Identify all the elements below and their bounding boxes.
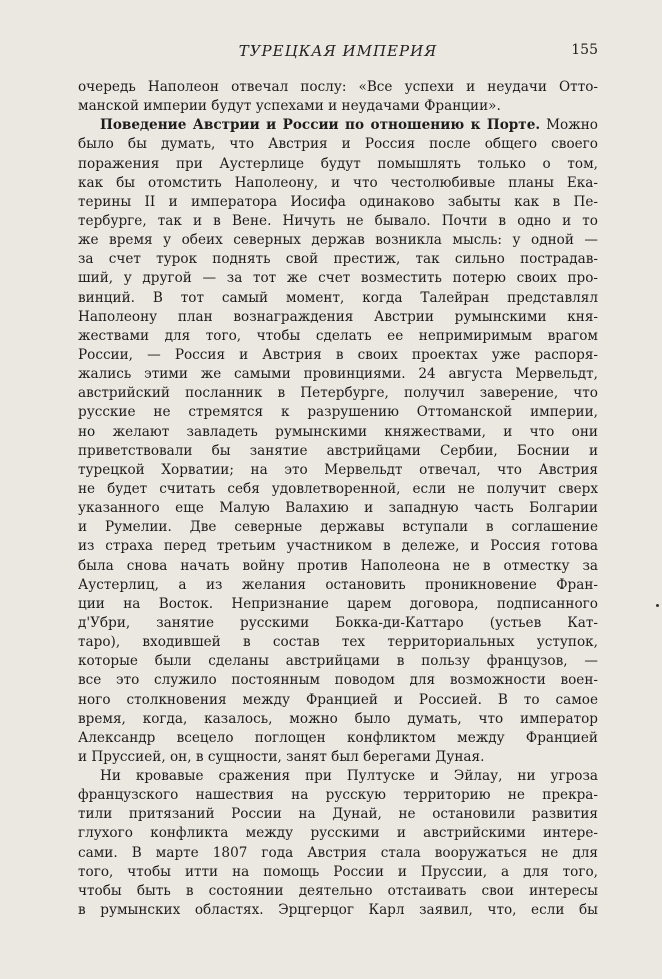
text-line: сами. В марте 1807 года Австрия стала вооружаться не для [78, 844, 598, 861]
text-line: французского нашествия на русскую территорию не прекра- [78, 787, 598, 804]
text-line: приветствовали бы занятие австрийцами Сербии, Боснии и [78, 442, 598, 459]
paragraph-start-line [78, 116, 598, 135]
text-line: глухого конфликта между русскими и австрийскими интере- [78, 825, 598, 842]
text-line: русские не стремятся к разрушению Оттоманской империи, [78, 404, 598, 421]
text-line: терины II и императора Иосифа одинаково забыты как в Пе- [78, 193, 598, 210]
text-line: за счет турок поднять свой престиж, так сильно пострадав- [78, 251, 598, 268]
text-line: в румынских областях. Эрцгерцог Карл заявил, что, если бы [78, 902, 598, 919]
text-line: но желают завладеть румынскими княжествами, и что они [78, 423, 598, 440]
running-title: ТУРЕЦКАЯ ИМПЕРИЯ [238, 42, 438, 60]
text-line: турецкой Хорватии; на это Мервельдт отвечал, что Австрия [78, 461, 598, 478]
text-line: было бы думать, что Австрия и Россия после общего своего [78, 136, 598, 153]
text-line: указанного еще Малую Валахию и западную часть Болгарии [78, 500, 598, 517]
text-line: ции на Восток. Непризнание царем договора, подписанного [78, 595, 598, 612]
text-line: винций. В тот самый момент, когда Талейран представлял [78, 289, 598, 306]
text-line: поражения при Аустерлице будут помышлять только о том, [78, 155, 598, 172]
text-line: жествами для того, чтобы сделать ее непримиримым врагом [78, 327, 598, 344]
body-text [78, 78, 598, 920]
text-line: чтобы быть в состоянии деятельно отстаивать свои интересы [78, 882, 598, 899]
text-line: д'Убри, занятие русскими Бокка-ди-Каттаро (устьев Кат- [78, 614, 598, 631]
text-line: из страха перед третьим участником в дележе, и Россия готова [78, 538, 598, 555]
text-line: Наполеону план вознаграждения Австрии румынскими кня- [78, 308, 598, 325]
text-line: как бы отомстить Наполеону, и что честолюбивые планы Ека- [78, 174, 598, 191]
page-number: 155 [571, 42, 598, 58]
text-line: была снова начать войну против Наполеона не в отместку за [78, 557, 598, 574]
text-line: и Румелии. Две северные державы вступали в соглашение [78, 519, 598, 536]
text-line: все это служило постоянным поводом для возможности воен- [78, 672, 598, 689]
page-header [78, 42, 598, 66]
text-line: Аустерлиц, а из желания остановить проникновение Фран- [78, 576, 598, 593]
text-line: которые были сделаны австрийцами в пользу французов, — [78, 653, 598, 670]
text-fragment: Можно [546, 117, 598, 134]
text-line: того, чтобы итти на помощь России и Пруссии, а для того, [78, 863, 598, 880]
text-line: Ни кровавые сражения при Пултуске и Эйлау, ни угроза [100, 768, 598, 785]
text-line: не будет считать себя удовлетворенной, если не получит сверх [78, 480, 598, 497]
text-line: очередь Наполеон отвечал послу: «Все успехи и неудачи Отто- [78, 79, 598, 95]
text-line: ший, у другой — за тот же счет возместить потерю своих про- [78, 270, 598, 287]
text-line: жались этими же самыми провинциями. 24 августа Мервельдт, [78, 366, 598, 383]
text-line: тили притязаний России на Дунай, не остановили развития [78, 806, 598, 823]
text-line: манской империи будут успехами и неудачами Франции». [78, 98, 501, 115]
text-line: таро), входившей в состав тех территориальных уступок, [78, 634, 598, 651]
text-line: же время у обеих северных держав возникла мысль: у одной — [78, 232, 598, 249]
text-line: ного столкновения между Францией и Россией. В то самое [78, 691, 598, 708]
text-line: и Пруссией, он, в сущности, занят был берегами Дуная. [78, 748, 485, 765]
text-line: России, — Россия и Австрия в своих проектах уже распоря- [78, 346, 598, 363]
text-line: австрийский посланник в Петербурге, получил заверение, что [78, 385, 598, 402]
text-line: Александр всецело поглощен конфликтом между Францией [78, 729, 598, 746]
section-heading: Поведение Австрии и России по отношению к Порте. [100, 117, 541, 134]
text-line: тербурге, так и в Вене. Ничуть не бывало. Почти в одно и то [78, 212, 598, 229]
text-line: время, когда, казалось, можно было думать, что император [78, 710, 598, 727]
margin-speck [656, 604, 659, 607]
